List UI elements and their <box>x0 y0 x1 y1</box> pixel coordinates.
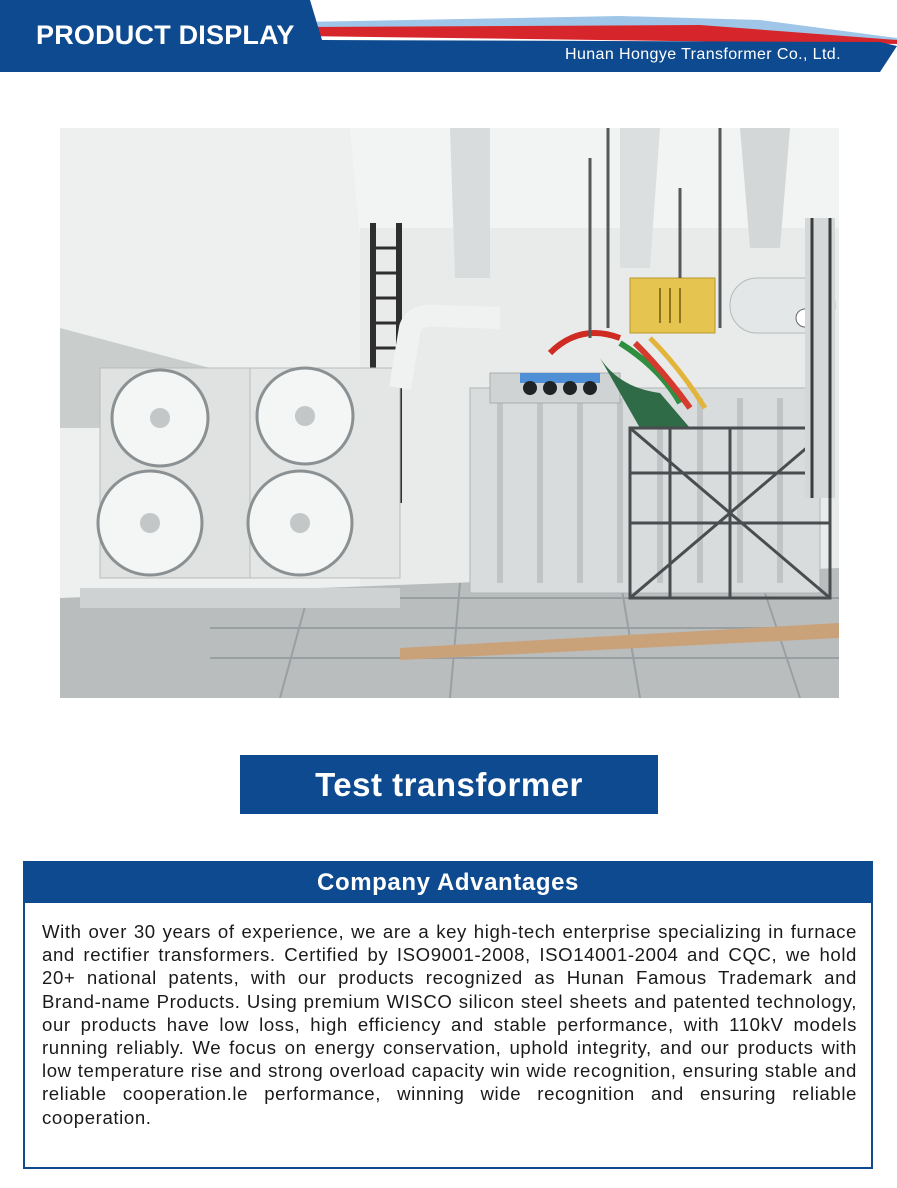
product-photo <box>60 128 839 698</box>
company-advantages-panel <box>23 861 873 1169</box>
header-banner <box>0 0 897 72</box>
product-caption: Test transformer <box>240 755 658 814</box>
page-title: PRODUCT DISPLAY <box>36 20 295 50</box>
advantages-heading: Company Advantages <box>25 863 871 903</box>
transformer-photo-illustration <box>60 128 839 698</box>
advantages-body: With over 30 years of experience, we are a key high-tech enterprise specializing in furnace and rectifier transformers. Certified by ISO9001-2008, ISO14001-2004 and CQC, we hold 20+ national patents, with our products recognized as Hunan Famous Trademark and Brand-name Products. Using premium WISCO silicon steel sheets and patented technology, our products have low loss, high efficiency and stable performance, with 110kV models running reliably. We focus on energy conservation, uphold integrity, and our products with low temperature rise and strong overload capacity win wide recognition, ensuring stable and reliable cooperation.le performance, winning wide recognition and ensuring reliable cooperation. <box>42 921 857 1128</box>
company-name: Hunan Hongye Transformer Co., Ltd. <box>565 46 841 63</box>
